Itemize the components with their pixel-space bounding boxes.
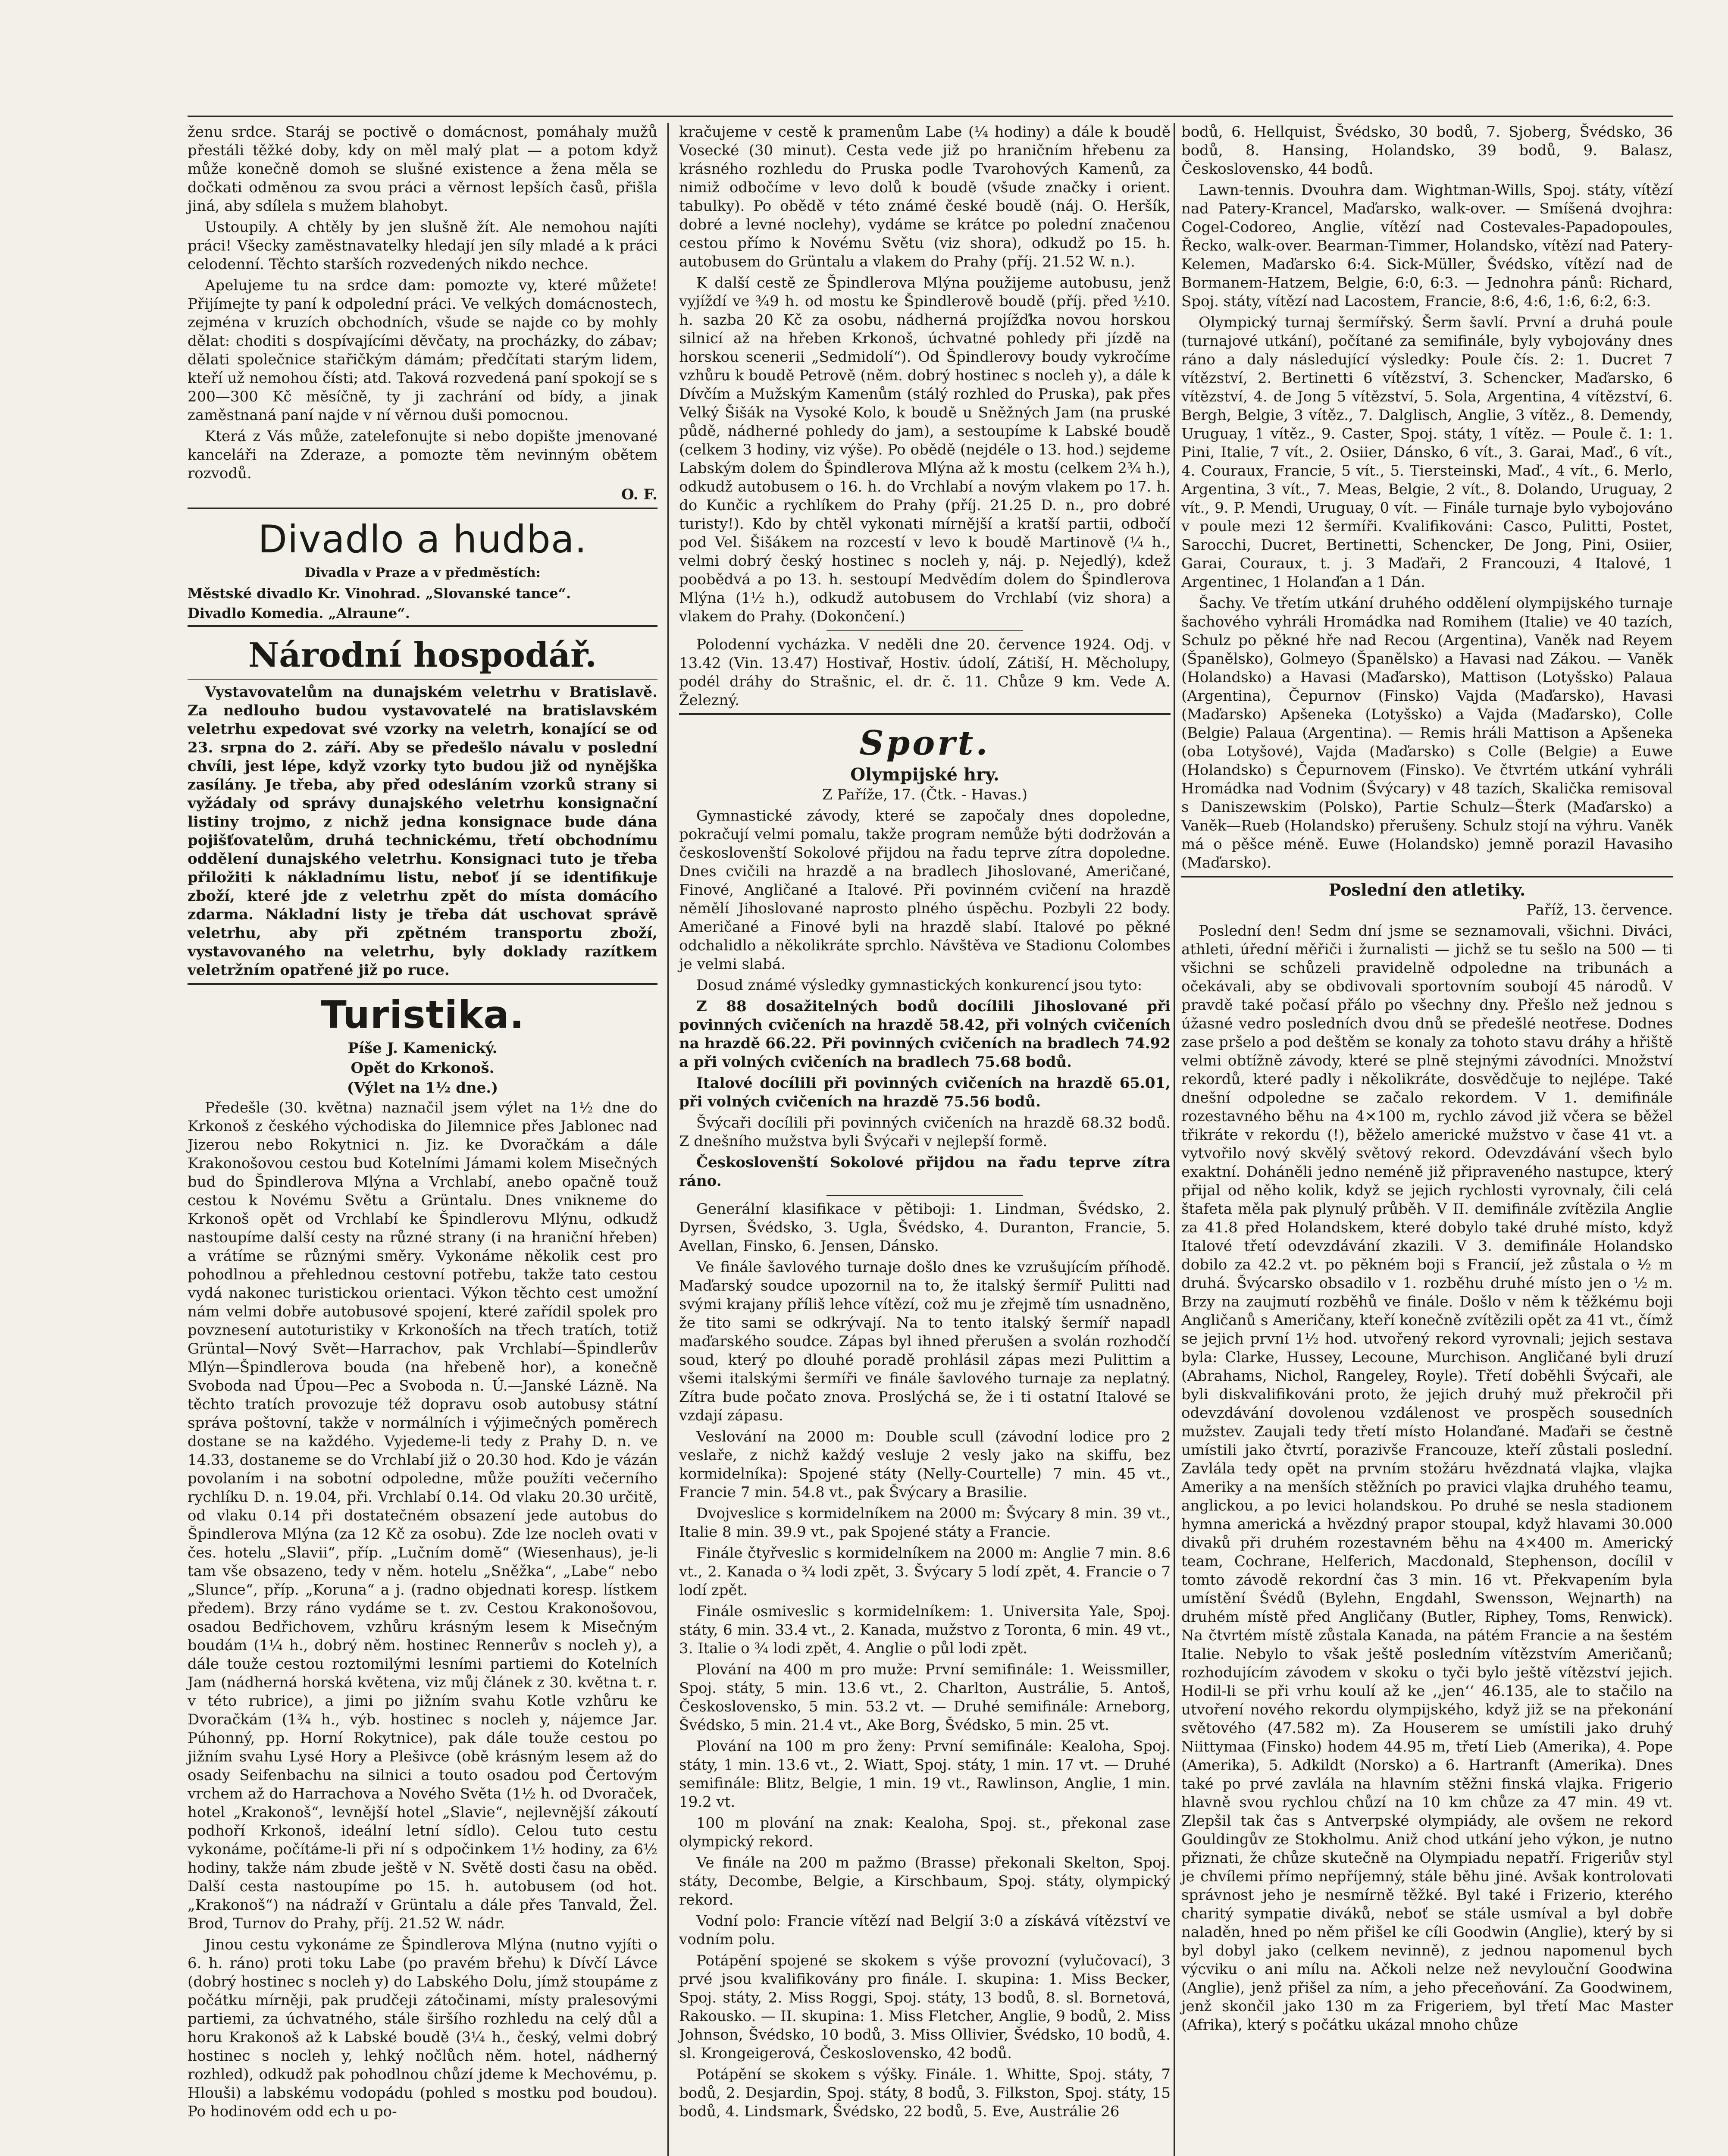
short-divider [826, 630, 1023, 631]
column-rule-1 [667, 123, 669, 2156]
section-title-turistika: Turistika. [320, 993, 525, 1037]
divadlo-subtitle: Divadla v Praze a v předměstích: [304, 565, 541, 580]
olympic-paragraph: Plování na 100 m pro ženy: První semifinále: Kealoha, Spoj. státy, 1 min. 13.6 vt., 2. Wiatt, Spoj. státy, 1 min. 17 vt. — Druhé semifinále: Blitz, Belgie, 1 min. 19 vt., Rawlinson, Anglie, 1 min. 19.2 vt. [679, 1738, 1171, 1811]
intro-paragraph: Která z Vás může, zatelefonujte si nebo dopište jmenované kanceláři na Zderaze, a pomozte těm nevinným obětem rozvodů. [188, 428, 657, 482]
section-title-divadlo: Divadlo a hudba. [258, 517, 587, 561]
olympic-paragraph: 100 m plování na znak: Kealoha, Spoj. st., překonal zase olympický rekord. [679, 1814, 1171, 1850]
olympic-paragraph: Finále osmiveslic s kormidelníkem: 1. Universita Yale, Spoj. státy, 6 min. 33.4 vt., 2. Kanada, mužstvo z Toronta, 6 min. 49 vt., 3. Italie o ¾ lodi zpět, 4. Anglie o půl lodi zpět. [679, 1603, 1171, 1657]
olympic-paragraph: Gymnastické závody, které se započaly dnes dopoledne, pokračují velmi pomalu, takže program nemůže býti dodržován a českoslovenští Sokolové přijdou na řadu teprve zítra dopoledne. Dnes cvičili na hrazdě a na bradlech Jihoslované, Američané, Finové, Angličané a Italové. Při povinném cvičení na hrazdě němělí Jihoslované naprosto plného úspěchu. Pozbyli 22 body. Američané a Finové byli na hrazdě slabí. Italové po pěkné odchalidlo a několikráte sprchlo. Návštěva ve Stadionu Colombes je velmi slabá. [679, 807, 1171, 973]
turistika-continued: K další cestě ze Špindlerova Mlýna použijeme autobusu, jenž vyjíždí ve ¾9 h. od mostu ke Špindlerově boudě (příj. před ½10. h. sazba 20 Kč za osobu, nádherná projížďka novou horskou silnicí až na hřeben Krkonoš, úchvatné pohledy při jízdě na horskou scenerii „Sedmidolí“). Od Špindlerovy boudy vykročíme vzhůru k boudě Petrově (něm. dobrý hostinec s nocleh y), a dále k Dívčím a Mužským Kamenům (stálý rozhled do Pruska), pak přes Velký Šišák na Vysoké Kolo, k boudě u Sněžných Jam (na pruské půdě, nádherné pohledy do jam), a sestoupíme k Labské boudě (celkem 3 hodiny, viz výše). Po obědě (nejdéle o 13. hod.) sejdeme Labským dolem do Špindlerova Mlýna až k mostu (celkem 2¾ h.), odkudž autobusem o 16. h. do Vrchlabí a novým vlakem po 17. h. do Kunčic a rychlíkem do Prahy (příj. 21.25 D. n., pro dobré turisty!). Kdo by chtěl vykonati mírnější a kratší partii, odbočí pod Vel. Šišákem na rozcestí v levo k boudě Martinově (¼ h., velmi dobrý český hostinec s nocleh y, náj. p. Nejedlý), kdež poobědvá a po 13. h. sestoupí Medvědím dolem do Špindlerova Mlýna (1½ h.), odkudž autobusem do Vrchlabí (viz shora) a vlakem do Prahy. (Dokončení.) [679, 274, 1171, 625]
olympic-paragraph: Dvojveslice s kormidelníkem na 2000 m: Švýcary 8 min. 39 vt., Italie 8 min. 39.9 vt., pak Spojené státy a Francie. [679, 1505, 1171, 1541]
section-title-sport: Sport. [859, 724, 990, 763]
olympic-paragraph: Šachy. Ve třetím utkání druhého oddělení olympijského turnaje šachového vyhráli Hromádka nad Romihem (Italie) ve 40 tazích, Schulz po pěkné hře nad Recou (Argentina), Vaněk nad Reyem (Španělsko), Golmeyo (Španělsko) a Havasi nad Zákou. — Vaněk (Holandsko) a Havasi (Maďarsko), Mattison (Lotyšsko) Palaua (Argentina), Čepurnov (Finsko) Vajda (Maďarsko), Havasi (Maďarsko) Apšeneka (Lotyšsko) a Vajda (Maďarsko), Colle (Belgie) Palaua (Argentina). — Remis hráli Mattison a Apšeneka (oba Lotyšové), Vajda (Maďarsko) s Colle (Belgie) a Euwe (Holandsko) s Čepurnovem (Finsko). Ve čtvrtém utkání vyhráli Hromádka nad Vodnim (Švýcary) v 48 tazích, Skalička remisoval s Daniszewskim (Polsko), Partie Schulz—Šterk (Maďarsko) a Vaněk—Rueb (Holandsko) přerušeny. Schulz stojí na výhru. Vaněk má o pěšce méně. Euwe (Holandsko) jemně porazil Havasiho (Maďarsko). [1181, 595, 1673, 871]
olympic-continued: bodů, 6. Hellquist, Švédsko, 30 bodů, 7. Sjoberg, Švédsko, 36 bodů, 8. Hansing, Holandsko, 39 bodů, 9. Balasz, Československo, 44 bodů. [1181, 123, 1673, 178]
top-rule [188, 116, 1673, 117]
olympic-games-heading: Olympijské hry. [850, 765, 999, 785]
dateline: Paříž, 13. července. [1526, 901, 1673, 918]
turistika-author: Píše J. Kamenický. [347, 1040, 498, 1057]
section-divider [188, 983, 657, 985]
turistika-subheading: (Výlet na 1½ dne.) [347, 1079, 498, 1097]
olympic-paragraph: Švýcaři docílili při povinných cvičeních na hrazdě 68.32 bodů. Z dnešního mužstva byli Švýcaři v nejlepší formě. [679, 1114, 1171, 1150]
section-divider [188, 508, 657, 509]
section-divider [188, 625, 657, 627]
intro-paragraph: Apelujeme tu na srdce dam: pomozte vy, které můžete! Přijímejte ty paní k odpolední práci. Ve velkých domácnostech, zejména v kruzích obchodních, všude se najde co by mohly dělat: choditi s dospívajícími děvčaty, na procházky, do zábav; dělati společnice stařičkým dámám; předčítati starým lidem, kteří už nemohou čísti; atd. Taková rozvedená paní spokojí se s 200—300 Kč měsíčně, ty ji zachrání od bídy, a jinak zaměstnaná paní najde v ní věrnou duši pomocnou. [188, 277, 657, 424]
intro-paragraph: ženu srdce. Staráj se poctivě o domácnost, pomáhaly mužů přestáli těžké doby, kdy on měl malý plat — a potom když může konečně domoh se slušné existence a žena měla se dočkati odměnou za svou práci a věrnost lepších časů, přišla jiná, aby sdílela s mužem blahobyt. [188, 123, 657, 215]
olympic-paragraph: Ve finále na 200 m pažmo (Brasse) překonali Skelton, Spoj. státy, Decombe, Belgie, a Kirschbaum, Spoj. státy, olympický rekord. [679, 1854, 1171, 1908]
column-rule-2 [1174, 123, 1175, 2156]
olympic-paragraph: Českoslovenští Sokolové přijdou na řadu teprve zítra ráno. [679, 1154, 1171, 1190]
section-divider [679, 713, 1171, 715]
column-3 [1181, 123, 1673, 2037]
short-divider [826, 1195, 1023, 1196]
intro-paragraph: Ustoupily. A chtěly by jen slušně žít. Ale nemohou najíti práci! Všecky zaměstnavatelky hledají jen síly mladé a k práci celodenní. Těchto starších rozvedených nikdo nechce. [188, 219, 657, 273]
signature: O. F. [621, 486, 657, 503]
divadlo-listing: Městské divadlo Kr. Vinohrad. „Slovanské tance“. [188, 585, 571, 602]
atletika-paragraph: Poslední den! Sedm dní jsme se seznamovali, všichni. Diváci, athleti, úřední měřiči i žurnalisti — jichž se tu sešlo na 500 — ti všichni se schůzeli pravidelně odpoledne na tribunách a očekávali, aby se obdivovali sportovním soubojí 45 národů. V pravdě také počasí přálo po všechny dny. Přešlo než jednou s úžasné vedro posledních dvou dnů se předešlé neotřese. Dodnes zase pršelo a pod deštěm se konaly za tohoto stavu dráhy a hřiště velmi obtížně závody, které se plně stejnými závodníci. Množství rekordů, které padly i několikráte, dosvědčuje to nejlépe. Také dnešní odpoledne se začalo rekordem. V 1. demifinále rozestavného běhu na 4×100 m, rychlo závod již včera se běžel třikráte v rekordu (!), běželo americké mužstvo v čase 41 vt. a vytvořilo nový skvělý světový rekord. Odevzdávání všech bylo exaktní. Doháněli jedno neméně již připraveného nastupce, který přijal od něho kolik, když se jejich rychlosti vyrovnaly, čili celá štafeta měla pak plynulý průběh. V II. demifinále zvítězila Anglie za 41.8 před Holandskem, které dobylo také druhé místo, když Italové třetí odevzdávání zkazili. V 3. demifinále Holandsko dobilo za 42.2 vt. po pěkném boji s Francií, jež zůstala o ½ m druhá. Švýcarsko obsadilo v 1. rozběhu druhé místo jen o ½ m. Brzy na zaujmutí rozběhů ve finále. Došlo v něm k těžkému boji Angličanů s Američany, kteří konečně zvítězili opět za 41 vt., čímž se jejich první 1½ hod. utvořený rekord vyrovnali; jejich sestava byla: Clarke, Hussey, Lecoune, Murchison. Angličané byli druzí (Abrahams, Nichol, Rangeley, Royle). Třetí doběhli Švýcaři, ale byli diskvalifikováni proto, že jejich druhý muž překročil při odevzdávání dovolenou vzdálenost ve prospěch sousedních mužstev. Zaujali tedy třetí místo Holanďané. Maďaři se čestně umístili jako čtvrtí, porazivše Francouze, kteří zůstali poslední. Zavlála tedy opět na prvním stožáru hvězdnatá vlajka, vlajka Ameriky a na menších stěžních po pravici vlajka druhého teamu, anglickou, a po levici holandskou. Po druhé se nesla stadionem hymna americká a hvězdný prapor stoupal, když hlavami 30.000 divaků při druhém rozestavném běhu na 4×400 m. Americký team, Cochrane, Helferich, Macdonald, Stephenson, docílil v tomto závodě rekordní čas 3 min. 16 vt. Překvapením byla umístění Švédů (Bylehn, Engdahl, Swensson, Wejnarth) na druhém místě před Angličany (Butler, Riphey, Toms, Renwick). Na čtvrtém místě zůstala Kanada, na pátém Francie a na šestém Italie. Nebylo to však ještě posledním vítězstvím Američanů; rozhodujícím závodem v skoku o tyči bylo ještě vítězství jejich. Hodil-li se při vrhu koulí až ke ,,jen‘‘ 46.135, ale to stačilo na utvoření nového rekordu olympijského, když již se na překonání světového (47.582 m). Za Houserem se umístili jako druhý Niittymaa (Finsko) hodem 44.95 m, třetí Lieb (Amerika), 4. Pope (Amerika), 5. Adkildt (Norsko) a 6. Hartranft (Amerika). Dnes také po prvé zavlála na hlavním stěžni finská vlajka. Frigerio hlavně svou rychlou chůzí na 10 km chůze za 47 min. 49 vt. Zlepšil tak čas s Antverpské olympiády, ale ovšem ne rekord Gouldingův ze Stokholmu. Aniž chod utkání jeho výkon, je nutno přiznati, že chůze skutečně na Olympiadu nepatří. Frigeriův styl je chvílemi přímo nepříjemný, stále běhu jiné. Avšak kontrolovati správnost jeho je nesmírně těžké. Byl také i Frizerio, kterého charitý sympatie diváků, neboť se stále usmíval a byl dobře naladěn, hned po něm přišel ke cíli Goodwin (Anglie), který by si byl dobyl jako (celkem nevinně), z jednou napomenul bych výcviku o ani mílu na. Ačkoli nelze než nevylouční Goodwina (Anglie), jenž přišel za ním, a jeho přeceňování. Za Goodwinem, jenž skončil jako 130 m za Frigeriem, byl třetí Mac Master (Afrika), který s počátku ukázal mnoho chůze [1181, 922, 1673, 2034]
olympic-paragraph: Generální klasifikace v pětiboji: 1. Lindman, Švédsko, 2. Dyrsen, Švédsko, 3. Ugla, Švédsko, 4. Duranton, Francie, 5. Avellan, Finsko, 6. Jensen, Dánsko. [679, 1200, 1171, 1255]
olympic-paragraph: Lawn-tennis. Dvouhra dam. Wightman-Wills, Spoj. státy, vítězí nad Patery-Krancel, Maďarsko, walk-over. — Smíšená dvojhra: Cogel-Codoreo, Anglie, vítězí nad Costevales-Papadopoules, Řecko, walk-over. Bearman-Timmer, Holandsko, vítězí nad Patery-Kelemen, Maďarsko 6:4. Sick-Müller, Švédsko, vítězí nad de Bormanem-Hatzem, Belgie, 6:0, 6:3. — Jednohra pánů: Richard, Spoj. státy, vítězí nad Lacostem, Francie, 8:6, 4:6, 1:6, 6:2, 6:3. [1181, 182, 1673, 310]
column-2 [679, 123, 1171, 2124]
atletika-heading: Poslední den atletiky. [1328, 880, 1526, 899]
hospodar-paragraph: Vystavovatelům na dunajském veletrhu v Bratislavě. Za nedlouho budou vystavovatelé na bratislavském veletrhu expedovat své vzorky na veletrh, konající se od 23. srpna do 2. září. Aby se předešlo návalu v poslední chvíli, jest lépe, když vzorky tyto budou již od nynějška zasílány. Je třeba, aby před odesláním vzorků strany si vyžádaly od správy dunajského veletrhu konsignační listiny trojmo, z nichž jedna konsignace bude dána pojišťovatelům, druhá technickému, třetí obchodnímu oddělení dunajského veletrhu. Konsignaci tuto je třeba přiložiti k nákladnímu listu, neboť jí se identifikuje zboží, které jde z veletrhu zpět do místa domácího zdarma. Nákladní listy je třeba dát uschovat správě veletrhu, aby při zpětném transportu zboží, vystavovaného na veletrhu, byly doklady razítkem veletržním opatřené již po ruce. [188, 683, 657, 979]
olympic-paragraph: Potápění spojené se skokem s výše provozní (vylučovací), 3 prvé jsou kvalifikovány pro finále. I. skupina: 1. Miss Becker, Spoj. státy, 2. Miss Roggi, Spoj. státy, 13 bodů, 8. sl. Bornetová, Rakousko. — II. skupina: 1. Miss Fletcher, Anglie, 9 bodů, 2. Miss Johnson, Švédsko, 10 bodů, 3. Miss Ollivier, Švédsko, 10 bodů, 4. sl. Krongeigerová, Československo, 42 bodů. [679, 1952, 1171, 2062]
olympic-paragraph: Plování na 400 m pro muže: První semifinále: 1. Weissmiller, Spoj. státy, 5 min. 13.6 vt., 2. Charlton, Austrálie, 5. Antoš, Československo, 5 min. 53.2 vt. — Druhé semifinále: Arneborg, Švédsko, 5 min. 21.4 vt., Ake Borg, Švédsko, 5 min. 25 vt. [679, 1661, 1171, 1734]
section-divider [1181, 876, 1673, 877]
olympic-paragraph: Italové docílili při povinných cvičeních na hrazdě 65.01, při volných cvičeních na hrazdě 75.56 bodů. [679, 1075, 1171, 1110]
column-1 [188, 123, 657, 2124]
olympic-paragraph: Z 88 dosažitelných bodů docílili Jihoslované při povinných cvičeních na hrazdě 58.42, při volných cvičeních na hrazdě 66.22. Při povinných cvičeních na bradlech 74.92 a při volných cvičeních na bradlech 75.68 bodů. [679, 998, 1171, 1071]
olympic-paragraph: Ve finále šavlového turnaje došlo dnes ke vzrušujícím příhodě. Maďarský soudce upozornil na to, že italský šermíř Pulitti nad svými krajany příliš lehce vítězí, což mu je zřejmě tím usnadněno, že tito sami se odkrývají. Na to tento italský šermíř napadl maďarského soudce. Zápas byl ihned přerušen a svolán rozhodčí soud, který po dlouhé poradě prohlásil zápas mezi Pulittim a všemi italskými šermíři ve finále šavlového turnaje za neplatný. Zítra bude počato znova. Proslýchá se, že i ti ostatní Italové se vzdají zápasu. [679, 1259, 1171, 1424]
dateline: Z Paříže, 17. (Čtk. - Havas.) [822, 786, 1028, 803]
turistika-paragraph: Předešle (30. května) naznačil jsem výlet na 1½ dne do Krkonoš z českého východiska do Jilemnice přes Jablonec nad Jizerou nebo Rokytnici n. Jiz. ke Dvoračkám a dále Krakonošovou cestou bud Kotelními Jámami kolem Misečných bud do Špindlerova Mlýna a Vrchlabí, anebo opačně touž cestou k Novému Světu a Grüntalu. Dnes vnikneme do Krkonoš opět od Vrchlabí ke Špindlerovu Mlýnu, odkudž nastoupíme další cesty na různé strany (i na hraniční hřeben) a vrátíme se různými směry. Vykonáme několik cest pro pohodlnou a přehlednou cestovní potřebu, takže tato cestou vydá nakonec turistickou orientaci. Výkon těchto cest umožní nám velmi dobře autobusové spojení, které zařídil spolek pro povznesení autoturistiky v Krkonoších na třech tratích, totiž Grüntal—Nový Svět—Harrachov, pak Vrchlabí—Špindlerův Mlýn—Špindlerova bouda (na hřebeně hor), a konečně Svoboda nad Úpou—Pec a Svoboda n. Ú.—Janské Lázně. Na těchto tratích provozuje též dopravu osob autobusy státní správa poštovní, takže v normálních i výjimečných poměrech dostane se na každého. Vyjedeme-li tedy z Prahy D. n. ve 14.33, dostaneme se do Vrchlabí již o 20.30 hod. Kdo je vázán povolaním i na sobotní odpoledne, může použíti večerního rychlíku D. n. 19.04, při. Vrchlabí 0.14. Od vlaku 20.30 určitě, od vlaku 0.14 při dostatečném obsazení jede autobus do Špindlerova Mlýna (za 12 Kč za osobu). Zde lze nocleh ovati v čes. hotelu „Slavii“, příp. „Lučním domě“ (Wiesenhaus), je-li tam vše obsazeno, tedy v něm. hotelu „Sněžka“, „Labe“ nebo „Slunce“, příp. „Koruna“ a j. (radno objednati koresp. lístkem předem). Brzy ráno vydáme se t. zv. Cestou Krakonošovou, osadou Bedřichovem, vzhůru krásným lesem k Misečným boudám (1¼ h., dobrý něm. hostinec Rennerův s nocleh y), a dále touže cestou roztomilými lesními partiemi do Kotelních Jam (nádherná horská květena, viz můj článek z 30. května t. r. v této rubrice), a jimi po jižním svahu Kotle vzhůru ke Dvoračkám (1¾ h., výb. hostinec s nocleh y, nájemce Jar. Púhonný, pp. Horní Rokytnice), pak dále touže cestou po jižním svahu Lysé Hory a Plešivce (obě krásným lesem až do osady Seifenbachu na silnici a touto osadou pod Čertovým vrchem až do Harrachova a Nového Světa (1½ h. od Dvoraček, hotel „Krakonoš“, levnější hotel „Slavie“, nejlevnější zákoutí podhoří Krkonoš, ideální letní sídlo). Celou tuto cestu vykonáme, počítáme-li při ní s odpočinkem 1½ hodiny, za 6½ hodiny, takže nám zbude ještě v N. Světě dosti času na oběd. Další cesta nastoupíme po 15. h. autobusem (od hot. „Krakonoš“) na nádraží v Grüntalu a dále přes Tanvald, Žel. Brod, Turnov do Prahy, příj. 21.52 W. nádr. [188, 1099, 657, 1932]
turistika-continued: kračujeme v cestě k pramenům Labe (¼ hodiny) a dále k boudě Vosecké (30 minut). Cesta vede již po hraničním hřebenu za krásného rozhledu do Pruska podle Tvarohových Kamenů, za nimiž odbočíme v levo dolů k boudě (všude značky i orient. tabulky). Po obědě v této známé české boudě (náj. O. Heršík, dobré a levné noclehy), vydáme se krátce po polední značenou cestou přímo k Novému Světu (viz shora), odkudž po 15. h. autobusem do Grüntalu a vlakem do Prahy (příj. 21.52 W. n.). [679, 123, 1171, 270]
section-title-hospodar: Národní hospodář. [248, 636, 597, 675]
olympic-paragraph: Potápění se skokem s výšky. Finále. 1. Whitte, Spoj. státy, 7 bodů, 2. Desjardin, Spoj. státy, 8 bodů, 3. Filkston, Spoj. státy, 15 bodů, 4. Lindsmark, Švédsko, 22 bodů, 5. Eve, Austrálie 26 [679, 2066, 1171, 2120]
olympic-paragraph: Veslování na 2000 m: Double scull (závodní lodice pro 2 veslaře, z nichž každý vesluje 2 vesly jako na skiffu, bez kormidelníka): Spojené státy (Nelly-Courtelle) 7 min. 45 vt., Francie 7 min. 54.8 vt., pak Švýcary a Brasilie. [679, 1428, 1171, 1501]
olympic-paragraph: Vodní polo: Francie vítězí nad Belgií 3:0 a získává vítězství ve vodním polu. [679, 1912, 1171, 1948]
olympic-paragraph: Dosud známé výsledky gymnastických konkurencí jsou tyto: [696, 977, 1143, 994]
olympic-paragraph: Finále čtyřveslic s kormidelníkem na 2000 m: Anglie 7 min. 8.6 vt., 2. Kanada o ¾ lodi zpět, 3. Švýcary 5 lodí zpět, 4. Francie o 7 lodí zpět. [679, 1545, 1171, 1599]
section-divider [188, 679, 657, 680]
divadlo-listing: Divadlo Komedia. „Alraune“. [188, 605, 410, 621]
turistika-paragraph: Jinou cestu vykonáme ze Špindlerova Mlýna (nutno vyjíti o 6. h. ráno) proti toku Labe (po pravém břehu) k Dívčí Lávce (dobrý hostinec s nocleh y) do Labského Dolu, jímž stoupáme z počátku mírněji, pak prudčeji zátočinami, místy pralesovými partiemi, za úchvatného, stále širšího rozhledu na celý důl a horu Krakonoš až k Labské boudě (3¼ h., český, velmi dobrý hostinec s nocleh y, lehký nočlůch něm. hotel, nádherný rozhled), odkudž pak pohodlnou chůzí jdeme k Mechovému, p. Hlouši) a labskému vodopádu (pohled s mostku pod boudou). Po hodinovém odd ech u po- [188, 1936, 657, 2120]
turistika-heading: Opět do Krkonoš. [351, 1059, 495, 1077]
vychazka-notice: Polodenní vycházka. V neděli dne 20. července 1924. Odj. v 13.42 (Vin. 13.47) Hostivař, Hostiv. údolí, Zátiší, H. Měcholupy, podél dráhy do Strašnic, el. dr. č. 11. Chůze 9 km. Vede A. Železný. [679, 636, 1171, 709]
olympic-paragraph: Olympický turnaj šermířský. Šerm šavlí. První a druhá poule (turnajové utkání), počítané za semifinále, byly vybojovány dnes ráno a daly následující výsledky: Poule čís. 2: 1. Ducret 7 vítězství, 2. Bertinetti 6 vítězství, 3. Schencker, Maďarsko, 6 vítězství, 4. de Jong 5 vítězství, 5. Sola, Argentina, 4 vítězství, 6. Bergh, Belgie, 3 vítěz., 7. Dalglisch, Anglie, 3 vítěz., 8. Demendy, Uruguay, 1 vítěz., 9. Caster, Spoj. státy, 1 vítěz. — Poule č. 1: 1. Pini, Italie, 7 vít., 2. Osiier, Dánsko, 6 vít., 3. Garai, Maď., 6 vít., 4. Couraux, Francie, 5 vít., 5. Tiersteinski, Maď., 4 vít., 6. Merlo, Argentina, 3 vít., 7. Meas, Belgie, 2 vít., 8. Dolando, Uruguay, 2 vít., 9. P. Mendi, Uruguay, 0 vít. — Finále turnaje bylo vybojováno v poule mezi 12 šermíři. Kvalifikováni: Casco, Pulitti, Postet, Sarocchi, Ducret, Bertinetti, Schencker, De Jong, Pini, Osiier, Garai, Couraux, t. j. 3 Maďaři, 2 Francouzi, 4 Italové, 1 Argentinec, 1 Holanďan a 1 Dán. [1181, 314, 1673, 591]
